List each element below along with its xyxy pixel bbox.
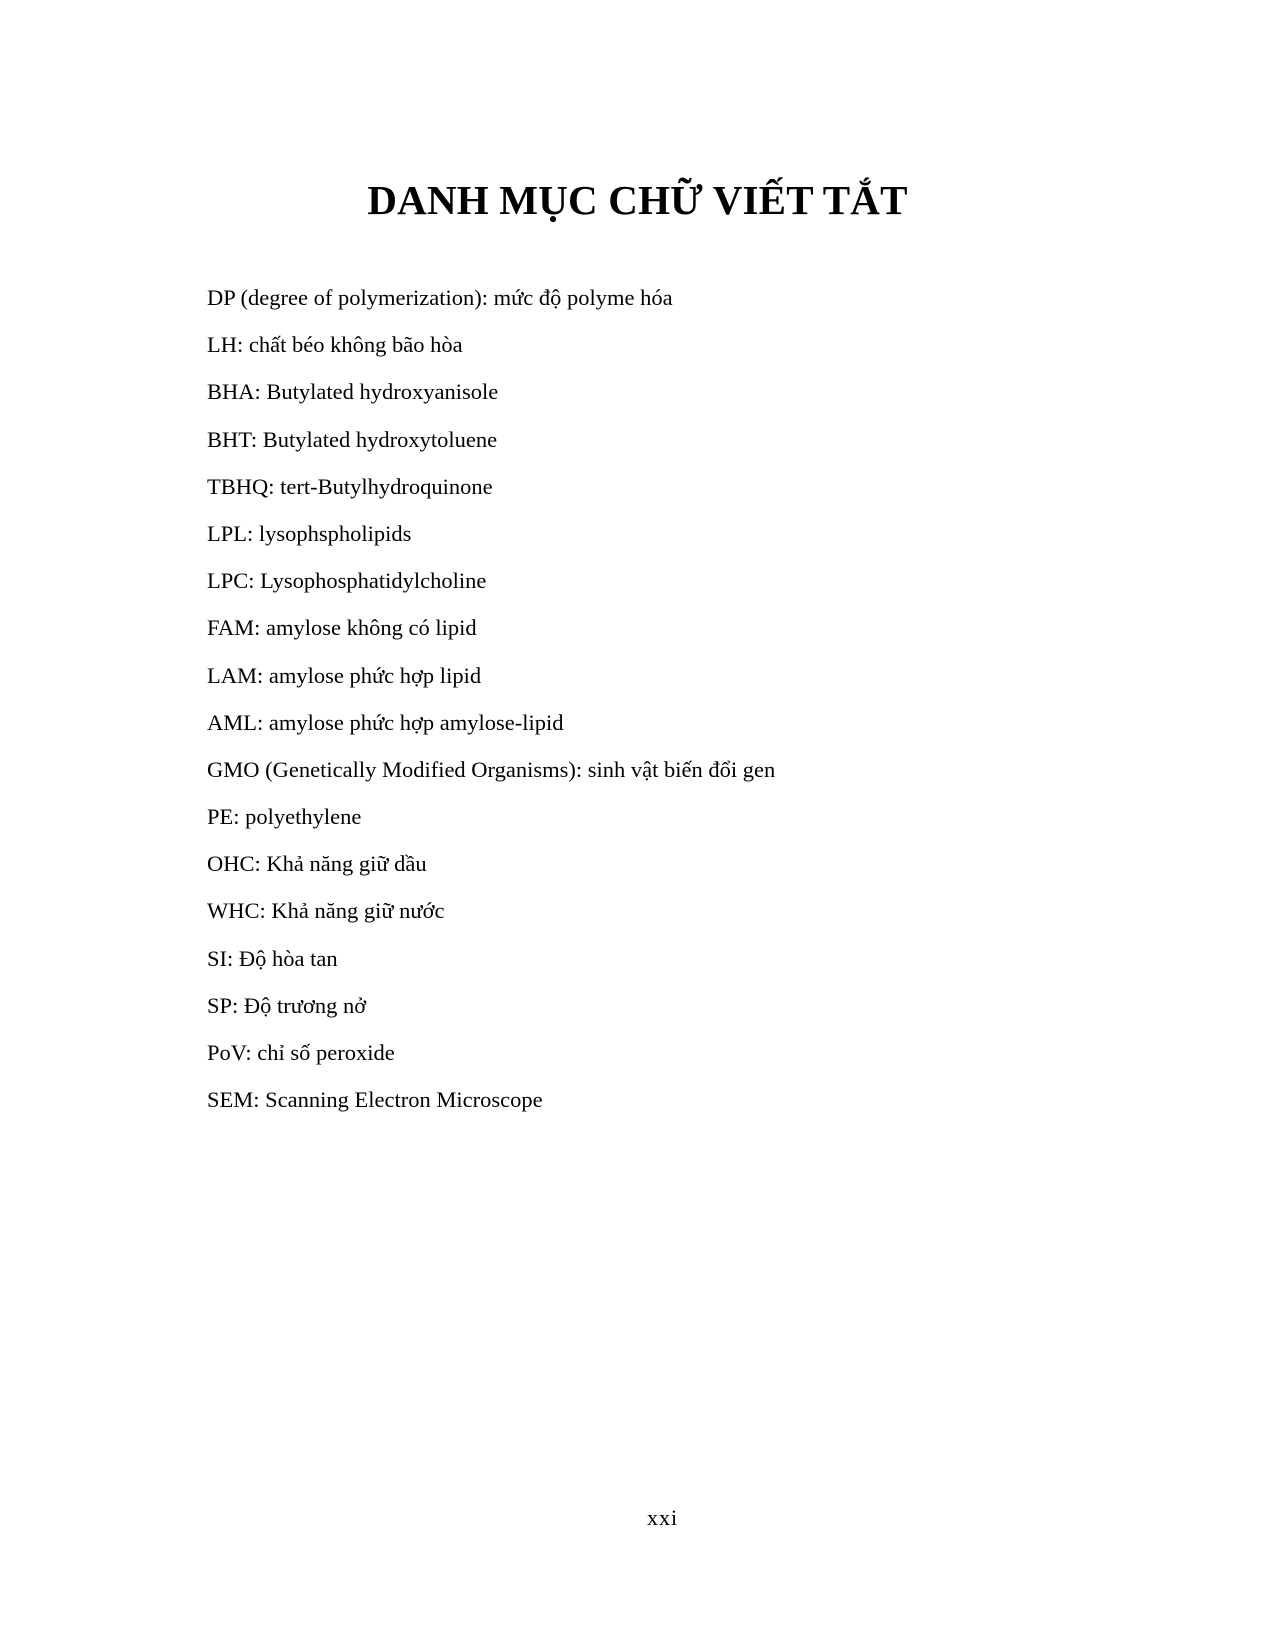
abbreviation-item-sp: SP: Độ trương nở (207, 992, 367, 1018)
abbreviation-item-tbhq: TBHQ: tert-Butylhydroquinone (207, 473, 493, 499)
abbreviation-item-bha: BHA: Butylated hydroxyanisole (207, 379, 499, 405)
abbreviation-item-lh: LH: chất béo không bão hòa (207, 332, 463, 358)
abbreviation-list (207, 274, 775, 1123)
abbreviation-item-bht: BHT: Butylated hydroxytoluene (207, 426, 498, 452)
abbreviation-item-gmo: GMO (Genetically Modified Organisms): sinh vật biến đổi gen (207, 756, 776, 782)
abbreviation-item-whc: WHC: Khả năng giữ nước (207, 898, 445, 924)
abbreviation-item-lpc: LPC: Lysophosphatidylcholine (207, 568, 487, 594)
abbreviation-item-dp: DP (degree of polymerization): mức độ polyme hóa (207, 285, 673, 310)
page-number: xxi (646, 1505, 679, 1530)
abbreviation-item-ohc: OHC: Khả năng giữ dầu (207, 851, 427, 877)
abbreviation-item-lpl: LPL: lysophspholipids (207, 520, 412, 546)
abbreviation-item-pov: PoV: chỉ số peroxide (207, 1040, 395, 1065)
abbreviation-item-pe: PE: polyethylene (207, 804, 362, 830)
page-title: DANH MỤC CHỮ VIẾT TẮT (367, 177, 908, 223)
abbreviation-item-sem: SEM: Scanning Electron Microscope (207, 1087, 543, 1113)
abbreviation-item-aml: AML: amylose phức hợp amylose-lipid (207, 709, 564, 735)
abbreviation-item-si: SI: Độ hòa tan (207, 945, 338, 971)
abbreviation-item-lam: LAM: amylose phức hợp lipid (207, 662, 482, 688)
abbreviation-item-fam: FAM: amylose không có lipid (207, 615, 477, 641)
